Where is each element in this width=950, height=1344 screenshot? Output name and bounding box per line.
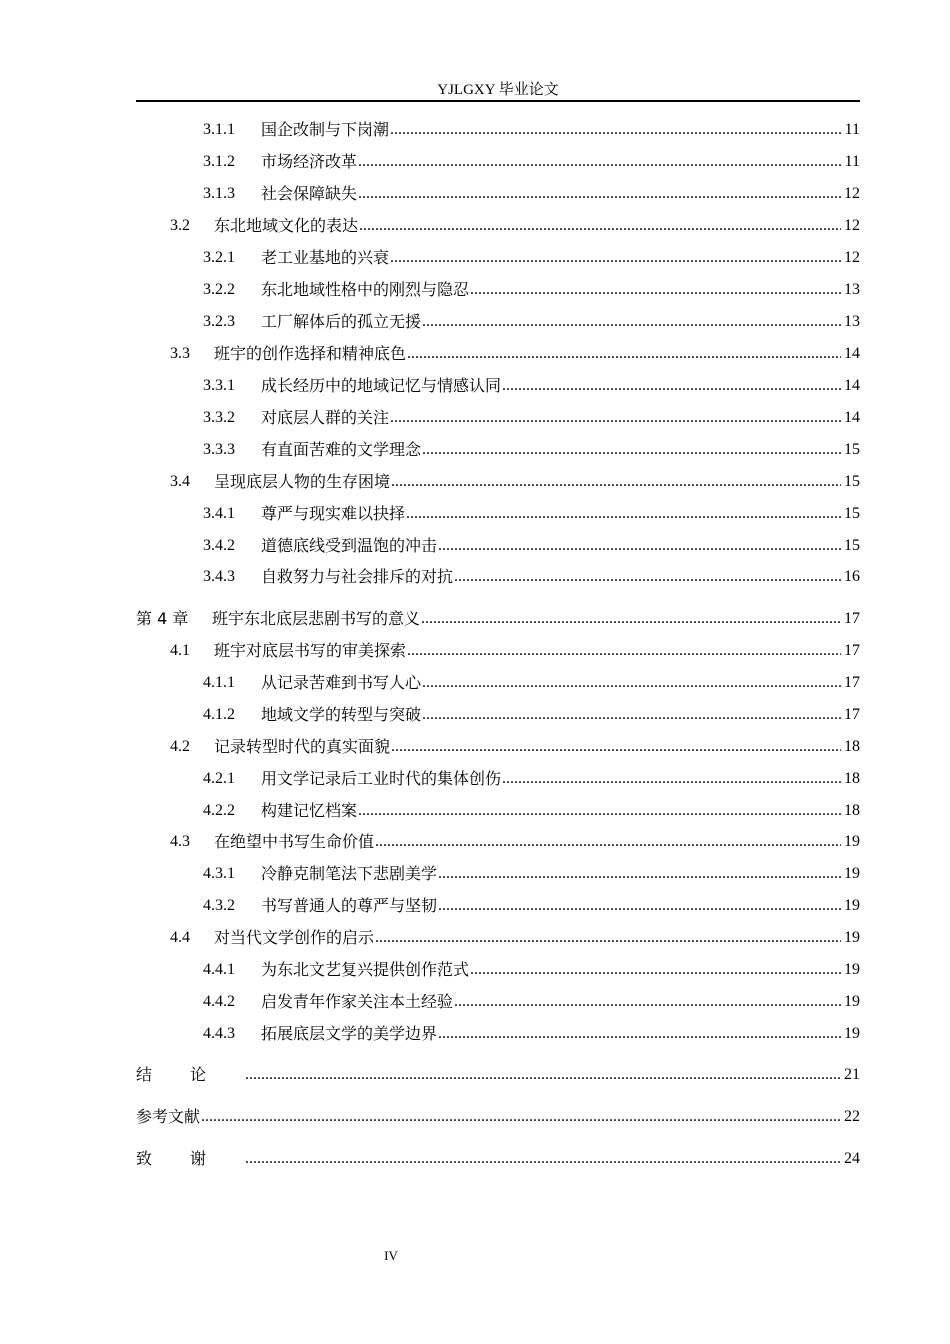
toc-title: 用文学记录后工业时代的集体创伤: [261, 769, 502, 788]
toc-entry[interactable]: [136, 701, 860, 725]
toc-page: 11: [844, 153, 860, 170]
toc-title: 班宇东北底层悲剧书写的意义: [212, 609, 421, 628]
toc-page: 16: [844, 568, 860, 585]
dot-leader: [454, 567, 841, 587]
toc-page: 17: [844, 706, 860, 723]
dot-leader: [438, 864, 841, 884]
toc-number: 4.2.1: [203, 770, 235, 787]
toc-number: 3.3.3: [203, 441, 235, 458]
toc-number: 3.4: [170, 473, 190, 490]
toc-page: 19: [844, 993, 860, 1010]
toc-number: 4.2.2: [203, 802, 235, 819]
toc-number: 4.2: [170, 738, 190, 755]
toc-title: 参考文献: [136, 1107, 201, 1126]
toc-title: 国企改制与下岗潮: [261, 120, 390, 139]
dot-leader: [406, 504, 841, 524]
dot-leader: [502, 376, 841, 396]
toc-number: 3.4.3: [203, 568, 235, 585]
toc-title: 工厂解体后的孤立无援: [261, 312, 422, 331]
toc-number: 3.3: [170, 345, 190, 362]
toc-entry[interactable]: [136, 372, 860, 396]
toc-title: 成长经历中的地域记忆与情感认同: [261, 376, 502, 395]
toc-page: 19: [844, 1025, 860, 1042]
toc-title: 拓展底层文学的美学边界: [261, 1024, 438, 1043]
toc-entry[interactable]: [136, 924, 860, 948]
toc-title: 社会保障缺失: [261, 184, 358, 203]
toc-page: 11: [844, 121, 860, 138]
toc-page: 15: [844, 505, 860, 522]
toc-page: 17: [844, 642, 860, 659]
toc-number: 4.4: [170, 929, 190, 946]
dot-leader: [375, 832, 841, 852]
toc-title: 呈现底层人物的生存困境: [214, 472, 391, 491]
toc-entry[interactable]: [136, 244, 860, 268]
header-rule: [136, 100, 860, 102]
dot-leader: [359, 216, 841, 236]
toc-number: 4.1.1: [203, 674, 235, 691]
toc-entry[interactable]: [136, 860, 860, 884]
dot-leader: [390, 248, 841, 268]
toc-number: 4.3: [170, 833, 190, 850]
toc-references-entry[interactable]: [136, 1103, 860, 1127]
dot-leader: [421, 609, 841, 629]
toc-page: 24: [844, 1150, 860, 1167]
dot-leader: [407, 641, 841, 661]
toc-title: 自救努力与社会排斥的对抗: [261, 567, 454, 586]
dot-leader: [470, 960, 841, 980]
toc-number: 3.1.2: [203, 153, 235, 170]
toc-entry[interactable]: [136, 340, 860, 364]
toc-chapter-entry[interactable]: [136, 605, 860, 629]
dot-leader: [375, 928, 841, 948]
toc-entry[interactable]: [136, 276, 860, 300]
toc-number: 4.4.1: [203, 961, 235, 978]
toc-title: 班宇对底层书写的审美探索: [214, 641, 407, 660]
dot-leader: [502, 769, 841, 789]
toc-page: 18: [844, 738, 860, 755]
toc-number: 3.2.3: [203, 313, 235, 330]
dot-leader: [422, 705, 841, 725]
toc-page: 21: [844, 1066, 860, 1083]
toc-number: 3.4.2: [203, 537, 235, 554]
toc-entry[interactable]: [136, 733, 860, 757]
toc-number: 3.2: [170, 217, 190, 234]
toc-entry[interactable]: [136, 828, 860, 852]
dot-leader: [358, 801, 841, 821]
toc-page: 14: [844, 345, 860, 362]
toc-number: 4.1: [170, 642, 190, 659]
toc-page: 15: [844, 441, 860, 458]
dot-leader: [454, 992, 841, 1012]
toc-conclusion-entry[interactable]: [136, 1061, 860, 1085]
toc-number: 3.4.1: [203, 505, 235, 522]
toc-title: 对当代文学创作的启示: [214, 928, 375, 947]
toc-entry[interactable]: [136, 500, 860, 524]
dot-leader: [390, 408, 841, 428]
toc-page: 17: [844, 610, 860, 627]
toc-number: 4.4.3: [203, 1025, 235, 1042]
dot-leader: [438, 896, 841, 916]
toc-number: 3.3.2: [203, 409, 235, 426]
toc-page: 19: [844, 961, 860, 978]
toc-number: 4.4.2: [203, 993, 235, 1010]
toc-title: 为东北文艺复兴提供创作范式: [261, 960, 470, 979]
toc-number: 第 4 章: [136, 609, 189, 628]
toc-entry[interactable]: [136, 1020, 860, 1044]
toc-title: 书写普通人的尊严与坚韧: [261, 896, 438, 915]
toc-entry[interactable]: [136, 637, 860, 661]
toc-entry[interactable]: [136, 765, 860, 789]
toc-title: 老工业基地的兴衰: [261, 248, 390, 267]
toc-entry[interactable]: [136, 404, 860, 428]
dot-leader: [407, 344, 841, 364]
toc-page: 19: [844, 865, 860, 882]
toc-number: 3.2.2: [203, 281, 235, 298]
toc-page: 15: [844, 537, 860, 554]
toc-title: 致谢: [136, 1149, 245, 1168]
dot-leader: [391, 472, 841, 492]
toc-title: 地域文学的转型与突破: [261, 705, 422, 724]
toc-entry[interactable]: [136, 563, 860, 587]
toc-title: 构建记忆档案: [261, 801, 358, 820]
toc-title: 尊严与现实难以抉择: [261, 504, 406, 523]
toc-page: 22: [844, 1108, 860, 1125]
toc-page: 19: [844, 833, 860, 850]
toc-title: 在绝望中书写生命价值: [214, 832, 375, 851]
toc-number: 3.2.1: [203, 249, 235, 266]
toc-page: 13: [844, 313, 860, 330]
toc-page: 19: [844, 929, 860, 946]
dot-leader: [438, 536, 841, 556]
toc-entry[interactable]: [136, 308, 860, 332]
toc-page: 14: [844, 409, 860, 426]
dot-leader: [391, 737, 841, 757]
toc-number: 4.1.2: [203, 706, 235, 723]
toc-title: 记录转型时代的真实面貌: [214, 737, 391, 756]
toc-entry[interactable]: [136, 797, 860, 821]
toc-title: 班宇的创作选择和精神底色: [214, 344, 407, 363]
toc-number: 3.1.1: [203, 121, 235, 138]
toc-entry[interactable]: [136, 956, 860, 980]
toc-title: 从记录苦难到书写人心: [261, 673, 422, 692]
toc-page: 17: [844, 674, 860, 691]
dot-leader: [422, 312, 841, 332]
toc-entry[interactable]: [136, 436, 860, 460]
toc-acknowledgements-entry[interactable]: [136, 1145, 860, 1169]
dot-leader: [422, 440, 841, 460]
toc-entry[interactable]: [136, 988, 860, 1012]
toc-title: 东北地域性格中的刚烈与隐忍: [261, 280, 470, 299]
toc-page: 12: [844, 217, 860, 234]
dot-leader: [390, 120, 841, 140]
toc-title: 东北地域文化的表达: [214, 216, 359, 235]
dot-leader: [245, 1149, 841, 1169]
toc-title: 有直面苦难的文学理念: [261, 440, 422, 459]
dot-leader: [470, 280, 841, 300]
toc-entry[interactable]: [136, 892, 860, 916]
toc-page: 18: [844, 802, 860, 819]
toc-entry[interactable]: [136, 180, 860, 204]
toc-page: 18: [844, 770, 860, 787]
toc-number: 3.3.1: [203, 377, 235, 394]
toc-title: 结论: [136, 1065, 245, 1084]
dot-leader: [201, 1107, 841, 1127]
toc-page: 14: [844, 377, 860, 394]
dot-leader: [358, 184, 841, 204]
toc-entry[interactable]: [136, 669, 860, 693]
toc-page: 13: [844, 281, 860, 298]
toc-entry[interactable]: [136, 212, 860, 236]
dot-leader: [358, 152, 841, 172]
toc-page: 12: [844, 185, 860, 202]
toc-entry[interactable]: [136, 116, 860, 140]
toc-title: 市场经济改革: [261, 152, 358, 171]
toc-title: 道德底线受到温饱的冲击: [261, 536, 438, 555]
toc-number: 4.3.2: [203, 897, 235, 914]
dot-leader: [422, 673, 841, 693]
toc-title: 启发青年作家关注本土经验: [261, 992, 454, 1011]
running-header: YJLGXY 毕业论文: [437, 82, 559, 98]
toc-entry[interactable]: [136, 148, 860, 172]
toc-page: 12: [844, 249, 860, 266]
dot-leader: [438, 1024, 841, 1044]
toc-number: 3.1.3: [203, 185, 235, 202]
toc-page: 19: [844, 897, 860, 914]
dot-leader: [245, 1065, 841, 1085]
toc-page: 15: [844, 473, 860, 490]
toc-title: 对底层人群的关注: [261, 408, 390, 427]
toc-entry[interactable]: [136, 532, 860, 556]
toc-number: 4.3.1: [203, 865, 235, 882]
toc-title: 冷静克制笔法下悲剧美学: [261, 864, 438, 883]
page-number: IV: [384, 1248, 398, 1263]
toc-entry[interactable]: [136, 468, 860, 492]
